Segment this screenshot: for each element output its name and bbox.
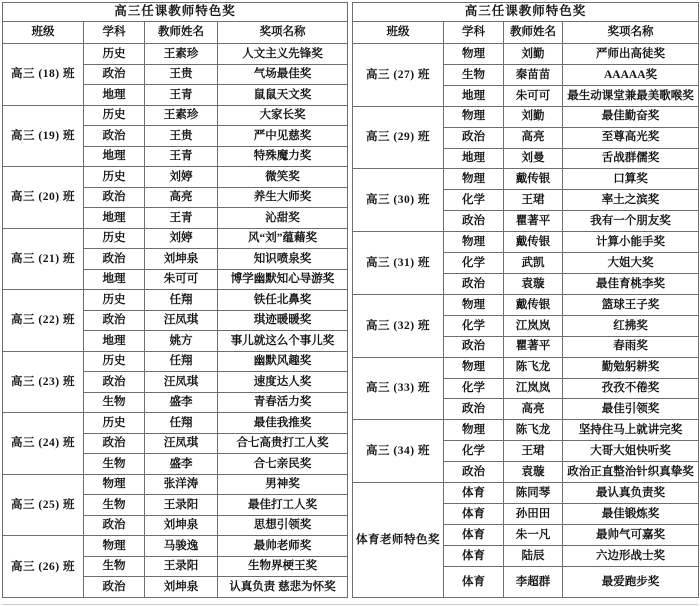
teacher-cell: 姚方 (145, 331, 218, 352)
subject-cell: 政治 (84, 310, 145, 331)
awards-table-right-wrap (352, 2, 698, 598)
subject-cell: 政治 (444, 336, 504, 357)
award-cell: 大哥大姐快听奖 (563, 441, 699, 462)
award-cell: 特殊魔力奖 (218, 146, 348, 167)
teacher-cell: 刘坤泉 (145, 515, 218, 536)
teacher-cell: 王青 (145, 208, 218, 229)
subject-cell: 地理 (444, 148, 504, 169)
class-cell: 高三 (24) 班 (3, 413, 84, 475)
teacher-cell: 袁璇 (504, 462, 563, 483)
teacher-cell: 汪凤琪 (145, 433, 218, 454)
teacher-cell: 王贵 (145, 64, 218, 85)
class-cell: 高三 (27) 班 (353, 44, 444, 107)
award-row (3, 413, 348, 434)
teacher-cell: 陆辰 (504, 545, 563, 566)
teacher-cell: 朱一凡 (504, 524, 563, 545)
award-row (353, 357, 699, 378)
col-header-teacher: 教师姓名 (145, 22, 218, 44)
award-cell: 篮球王子奖 (563, 294, 699, 315)
award-row (3, 105, 348, 126)
award-cell: 坚持住马上就讲完奖 (563, 420, 699, 441)
subject-cell: 地理 (84, 331, 145, 352)
class-cell: 高三 (25) 班 (3, 474, 84, 536)
award-cell: 沁甜奖 (218, 208, 348, 229)
award-row (3, 474, 348, 495)
award-cell: 严师出高徒奖 (563, 44, 699, 65)
subject-cell: 物理 (444, 294, 504, 315)
award-cell: 六边形战士奖 (563, 545, 699, 566)
award-row (3, 351, 348, 372)
cutoff-row-line (2, 604, 698, 605)
award-row (353, 483, 699, 504)
table-header-row (3, 22, 348, 44)
subject-cell: 生物 (444, 64, 504, 85)
teacher-cell: 江岚岚 (504, 315, 563, 336)
teacher-cell: 刘坤泉 (145, 249, 218, 270)
award-cell: 认真负责 慈悲为怀奖 (218, 577, 348, 598)
subject-cell: 体育 (444, 545, 504, 566)
subject-cell: 化学 (444, 378, 504, 399)
teacher-cell: 王青 (145, 146, 218, 167)
award-cell: 气场最佳奖 (218, 64, 348, 85)
award-cell: 事儿就这么个事儿奖 (218, 331, 348, 352)
teacher-cell: 王录阳 (145, 556, 218, 577)
award-cell: 思想引领奖 (218, 515, 348, 536)
award-cell: 人文主义先锋奖 (218, 44, 348, 65)
teacher-cell: 李超群 (504, 567, 563, 598)
teacher-cell: 王素珍 (145, 44, 218, 65)
award-cell: AAAAA奖 (563, 64, 699, 85)
subject-cell: 化学 (444, 315, 504, 336)
subject-cell: 政治 (84, 433, 145, 454)
award-cell: 速度达人奖 (218, 372, 348, 393)
col-header-teacher: 教师姓名 (504, 22, 563, 44)
class-cell: 高三 (23) 班 (3, 351, 84, 413)
teacher-cell: 陈飞龙 (504, 420, 563, 441)
teacher-cell: 刘婷 (145, 167, 218, 188)
subject-cell: 体育 (444, 567, 504, 598)
class-cell: 高三 (26) 班 (3, 536, 84, 598)
subject-cell: 化学 (444, 441, 504, 462)
teacher-cell: 刘勤 (504, 106, 563, 127)
award-cell: 大家长奖 (218, 105, 348, 126)
award-cell: 最佳我推奖 (218, 413, 348, 434)
teacher-cell: 张洋涛 (145, 474, 218, 495)
subject-cell: 地理 (84, 269, 145, 290)
teacher-cell: 朱可可 (504, 85, 563, 106)
subject-cell: 政治 (444, 211, 504, 232)
col-header-class: 班级 (3, 22, 84, 44)
class-cell: 高三 (34) 班 (353, 420, 444, 483)
subject-cell: 政治 (84, 187, 145, 208)
award-cell: 最生动课堂兼最美歌喉奖 (563, 85, 699, 106)
table-header-row (353, 22, 699, 44)
award-row (353, 169, 699, 190)
col-header-award: 奖项名称 (218, 22, 348, 44)
subject-cell: 物理 (444, 232, 504, 253)
teacher-cell: 高亮 (504, 399, 563, 420)
subject-cell: 物理 (444, 44, 504, 65)
award-row (353, 294, 699, 315)
teacher-cell: 任翔 (145, 351, 218, 372)
teacher-cell: 刘勤 (504, 44, 563, 65)
awards-table-right (352, 2, 699, 598)
award-cell: 率土之滨奖 (563, 190, 699, 211)
award-cell: 合七高贵打工人奖 (218, 433, 348, 454)
award-cell: 最佳引领奖 (563, 399, 699, 420)
award-row (3, 536, 348, 557)
teacher-cell: 王青 (145, 85, 218, 106)
subject-cell: 生物 (84, 495, 145, 516)
subject-cell: 政治 (444, 127, 504, 148)
teacher-cell: 高亮 (504, 127, 563, 148)
teacher-cell: 高亮 (145, 187, 218, 208)
award-cell: 勤勉躬耕奖 (563, 357, 699, 378)
subject-cell: 历史 (84, 44, 145, 65)
class-cell: 高三 (31) 班 (353, 232, 444, 295)
award-cell: 最帅老师奖 (218, 536, 348, 557)
award-cell: 青春活力奖 (218, 392, 348, 413)
subject-cell: 历史 (84, 351, 145, 372)
award-cell: 口算奖 (563, 169, 699, 190)
subject-cell: 政治 (444, 273, 504, 294)
teacher-cell: 任翔 (145, 413, 218, 434)
award-cell: 知识喷泉奖 (218, 249, 348, 270)
teacher-cell: 任翔 (145, 290, 218, 311)
subject-cell: 地理 (84, 85, 145, 106)
table-title: 高三任课教师特色奖 (3, 3, 348, 22)
class-cell: 体育老师特色奖 (353, 483, 444, 598)
table-title-row (353, 3, 699, 22)
subject-cell: 物理 (84, 536, 145, 557)
subject-cell: 生物 (84, 392, 145, 413)
award-cell: 我有一个朋友奖 (563, 211, 699, 232)
teacher-cell: 汪凤琪 (145, 310, 218, 331)
teacher-cell: 盛李 (145, 454, 218, 475)
subject-cell: 政治 (84, 372, 145, 393)
award-cell: 最爱跑步奖 (563, 567, 699, 598)
subject-cell: 历史 (84, 413, 145, 434)
teacher-cell: 袁璇 (504, 273, 563, 294)
awards-table-left-wrap (2, 2, 347, 598)
teacher-cell: 戴传银 (504, 169, 563, 190)
subject-cell: 政治 (444, 399, 504, 420)
subject-cell: 生物 (84, 556, 145, 577)
teacher-cell: 孙田田 (504, 503, 563, 524)
subject-cell: 物理 (444, 357, 504, 378)
teacher-cell: 王珺 (504, 441, 563, 462)
col-header-award: 奖项名称 (563, 22, 699, 44)
teacher-cell: 王素珍 (145, 105, 218, 126)
award-row (353, 106, 699, 127)
table-title: 高三任课教师特色奖 (353, 3, 699, 22)
table-title-row (3, 3, 348, 22)
teacher-cell: 秦苗苗 (504, 64, 563, 85)
subject-cell: 体育 (444, 483, 504, 504)
teacher-cell: 戴传银 (504, 294, 563, 315)
teacher-cell: 王贵 (145, 126, 218, 147)
teacher-cell: 武凯 (504, 253, 563, 274)
award-cell: 最帅气可嘉奖 (563, 524, 699, 545)
teacher-cell: 刘坤泉 (145, 577, 218, 598)
award-row (353, 420, 699, 441)
teacher-cell: 刘曼 (504, 148, 563, 169)
subject-cell: 政治 (444, 462, 504, 483)
award-row (353, 232, 699, 253)
class-cell: 高三 (22) 班 (3, 290, 84, 352)
award-row (353, 44, 699, 65)
award-cell: 博学幽默知心导游奖 (218, 269, 348, 290)
teacher-cell: 汪凤琪 (145, 372, 218, 393)
subject-cell: 物理 (444, 169, 504, 190)
teacher-cell: 陈同琴 (504, 483, 563, 504)
award-cell: 最佳锻炼奖 (563, 503, 699, 524)
col-header-class: 班级 (353, 22, 444, 44)
award-cell: 生物界梗王奖 (218, 556, 348, 577)
award-cell: 最认真负责奖 (563, 483, 699, 504)
teacher-cell: 江岚岚 (504, 378, 563, 399)
award-cell: 舌战群儒奖 (563, 148, 699, 169)
teacher-cell: 盛李 (145, 392, 218, 413)
award-cell: 铁任北鼻奖 (218, 290, 348, 311)
teacher-cell: 王录阳 (145, 495, 218, 516)
award-cell: 最佳育桃李奖 (563, 273, 699, 294)
award-cell: 政治正直整治针织真挚奖 (563, 462, 699, 483)
class-cell: 高三 (33) 班 (353, 357, 444, 420)
award-cell: 计算小能手奖 (563, 232, 699, 253)
subject-cell: 地理 (84, 146, 145, 167)
teacher-cell: 瞿著平 (504, 211, 563, 232)
award-cell: 风“刘”蕴藉奖 (218, 228, 348, 249)
award-cell: 微笑奖 (218, 167, 348, 188)
award-cell: 鼠鼠天文奖 (218, 85, 348, 106)
class-cell: 高三 (30) 班 (353, 169, 444, 232)
subject-cell: 历史 (84, 105, 145, 126)
subject-cell: 政治 (84, 126, 145, 147)
subject-cell: 地理 (84, 208, 145, 229)
subject-cell: 地理 (444, 85, 504, 106)
award-cell: 至尊高光奖 (563, 127, 699, 148)
teacher-cell: 戴传银 (504, 232, 563, 253)
award-cell: 合七亲民奖 (218, 454, 348, 475)
award-row (3, 290, 348, 311)
class-cell: 高三 (20) 班 (3, 167, 84, 229)
class-cell: 高三 (32) 班 (353, 294, 444, 357)
teacher-cell: 瞿著平 (504, 336, 563, 357)
subject-cell: 历史 (84, 290, 145, 311)
award-row (3, 228, 348, 249)
subject-cell: 政治 (84, 515, 145, 536)
subject-cell: 化学 (444, 190, 504, 211)
class-cell: 高三 (29) 班 (353, 106, 444, 169)
teacher-cell: 刘婷 (145, 228, 218, 249)
subject-cell: 体育 (444, 503, 504, 524)
class-cell: 高三 (21) 班 (3, 228, 84, 290)
subject-cell: 生物 (84, 454, 145, 475)
subject-cell: 物理 (444, 420, 504, 441)
subject-cell: 化学 (444, 253, 504, 274)
award-cell: 春雨奖 (563, 336, 699, 357)
award-cell: 最佳打工人奖 (218, 495, 348, 516)
subject-cell: 历史 (84, 228, 145, 249)
teacher-cell: 马骏逸 (145, 536, 218, 557)
award-row (3, 44, 348, 65)
teacher-cell: 王珺 (504, 190, 563, 211)
class-cell: 高三 (18) 班 (3, 44, 84, 106)
subject-cell: 政治 (84, 64, 145, 85)
subject-cell: 政治 (84, 577, 145, 598)
col-header-subject: 学科 (444, 22, 504, 44)
award-cell: 严中见慈奖 (218, 126, 348, 147)
subject-cell: 体育 (444, 524, 504, 545)
award-cell: 琪迹暖暖奖 (218, 310, 348, 331)
subject-cell: 历史 (84, 167, 145, 188)
award-row (3, 167, 348, 188)
award-cell: 男神奖 (218, 474, 348, 495)
teacher-cell: 陈飞龙 (504, 357, 563, 378)
teacher-cell: 朱可可 (145, 269, 218, 290)
award-cell: 最佳勤奋奖 (563, 106, 699, 127)
col-header-subject: 学科 (84, 22, 145, 44)
award-cell: 孜孜不倦奖 (563, 378, 699, 399)
award-cell: 红拂奖 (563, 315, 699, 336)
award-cell: 大姐大奖 (563, 253, 699, 274)
subject-cell: 物理 (84, 474, 145, 495)
award-cell: 养生大师奖 (218, 187, 348, 208)
subject-cell: 政治 (84, 249, 145, 270)
class-cell: 高三 (19) 班 (3, 105, 84, 167)
subject-cell: 物理 (444, 106, 504, 127)
awards-table-left (2, 2, 348, 598)
award-cell: 幽默风趣奖 (218, 351, 348, 372)
